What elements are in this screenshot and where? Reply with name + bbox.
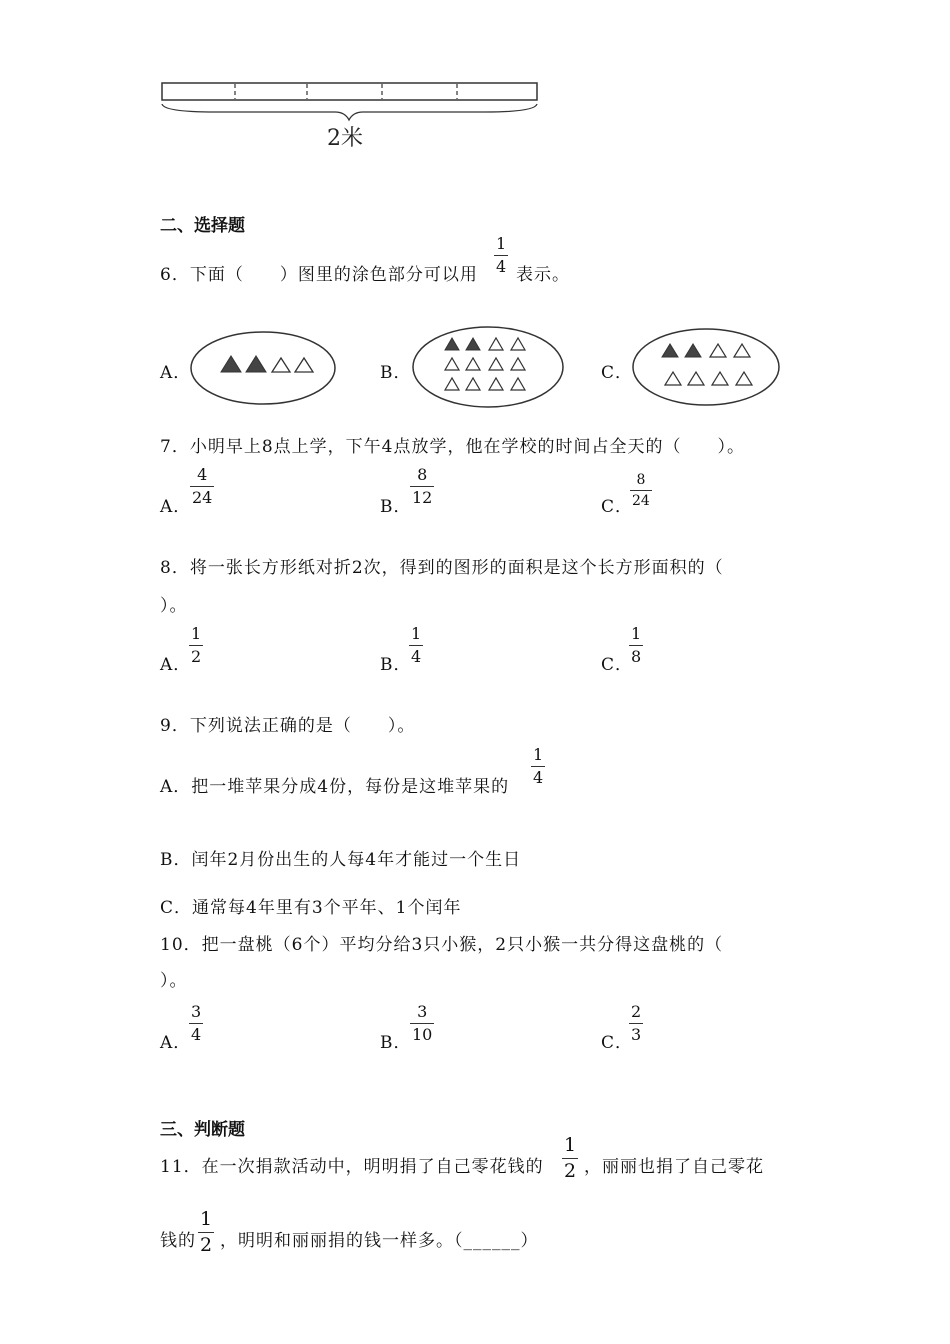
q6-text: 6．下面（ ）图里的涂色部分可以用	[160, 265, 478, 285]
q7-option-a-fraction[interactable]: $\frac{4}{24}$	[192, 465, 213, 507]
q10-option-b-label[interactable]: B．	[380, 1033, 412, 1053]
q10-option-a-label[interactable]: A．	[160, 1033, 192, 1053]
q8-option-b-fraction[interactable]: $\frac{1}{4}$	[411, 624, 422, 666]
q8-option-c-fraction[interactable]: $\frac{1}{8}$	[631, 624, 642, 666]
q10-text-line1: 10．把一盘桃（6个）平均分给3只小猴，2只小猴一共分得这盘桃的（	[160, 935, 724, 955]
q10-option-a-fraction[interactable]: $\frac{3}{4}$	[191, 1002, 202, 1044]
q11-text-line2a: 钱的	[160, 1231, 196, 1251]
q11-text-line1: 11．在一次捐款活动中，明明捐了自己零花钱的	[160, 1157, 544, 1177]
q10-option-c-fraction[interactable]: $\frac{2}{3}$	[631, 1002, 642, 1044]
q7-option-c-fraction[interactable]: $\frac{8}{24}$	[632, 472, 650, 509]
q10-option-b-fraction[interactable]: $\frac{3}{10}$	[412, 1002, 433, 1044]
q8-option-a-fraction[interactable]: $\frac{1}{2}$	[191, 624, 202, 666]
q6-suffix: 表示。	[516, 265, 570, 285]
q11-fraction-2: $\frac{1}{2}$	[200, 1208, 213, 1256]
q8-option-a-label[interactable]: A．	[160, 655, 192, 675]
q6-fraction: $\frac{1}{4}$	[496, 234, 507, 276]
q6-option-c-figure[interactable]	[630, 325, 782, 409]
q11-fraction-1: $\frac{1}{2}$	[564, 1134, 577, 1182]
q6-option-b-figure[interactable]	[410, 324, 566, 410]
q11-text-line1b: ，丽丽也捐了自己零花	[584, 1157, 764, 1177]
q8-text-line2: ）。	[160, 596, 188, 616]
section-title-choice: 二、选择题	[160, 216, 245, 236]
bar-figure	[155, 78, 545, 158]
q9-option-a[interactable]: A．把一堆苹果分成4份，每份是这堆苹果的	[160, 777, 510, 797]
q7-option-a-label[interactable]: A．	[160, 497, 192, 517]
q10-text-line2: ）。	[160, 971, 188, 991]
q6-option-a-label[interactable]: A．	[160, 363, 192, 383]
q10-option-c-label[interactable]: C．	[601, 1033, 634, 1053]
q6-option-b-label[interactable]: B．	[380, 363, 412, 383]
q7-option-c-label[interactable]: C．	[601, 497, 634, 517]
q11-text-line2b[interactable]: ，明明和丽丽捐的钱一样多。（______）	[220, 1231, 539, 1251]
q9-text: 9．下列说法正确的是（ ）。	[160, 716, 416, 736]
q8-option-b-label[interactable]: B．	[380, 655, 412, 675]
q6-option-c-label[interactable]: C．	[601, 363, 634, 383]
q8-text-line1: 8．将一张长方形纸对折2次，得到的图形的面积是这个长方形面积的（	[160, 558, 724, 578]
q9-option-a-fraction: $\frac{1}{4}$	[533, 745, 544, 787]
q8-option-c-label[interactable]: C．	[601, 655, 634, 675]
q7-option-b-label[interactable]: B．	[380, 497, 412, 517]
q7-text: 7．小明早上8点上学，下午4点放学，他在学校的时间占全天的（ ）。	[160, 437, 745, 457]
bar-length-label: 2米	[327, 126, 363, 151]
q9-option-b[interactable]: B．闰年2月份出生的人每4年才能过一个生日	[160, 850, 522, 870]
q9-option-c[interactable]: C．通常每4年里有3个平年、1个闰年	[160, 898, 462, 918]
q6-option-a-figure[interactable]	[188, 328, 338, 408]
q7-option-b-fraction[interactable]: $\frac{8}{12}$	[412, 465, 433, 507]
section-title-judgement: 三、判断题	[160, 1120, 245, 1140]
